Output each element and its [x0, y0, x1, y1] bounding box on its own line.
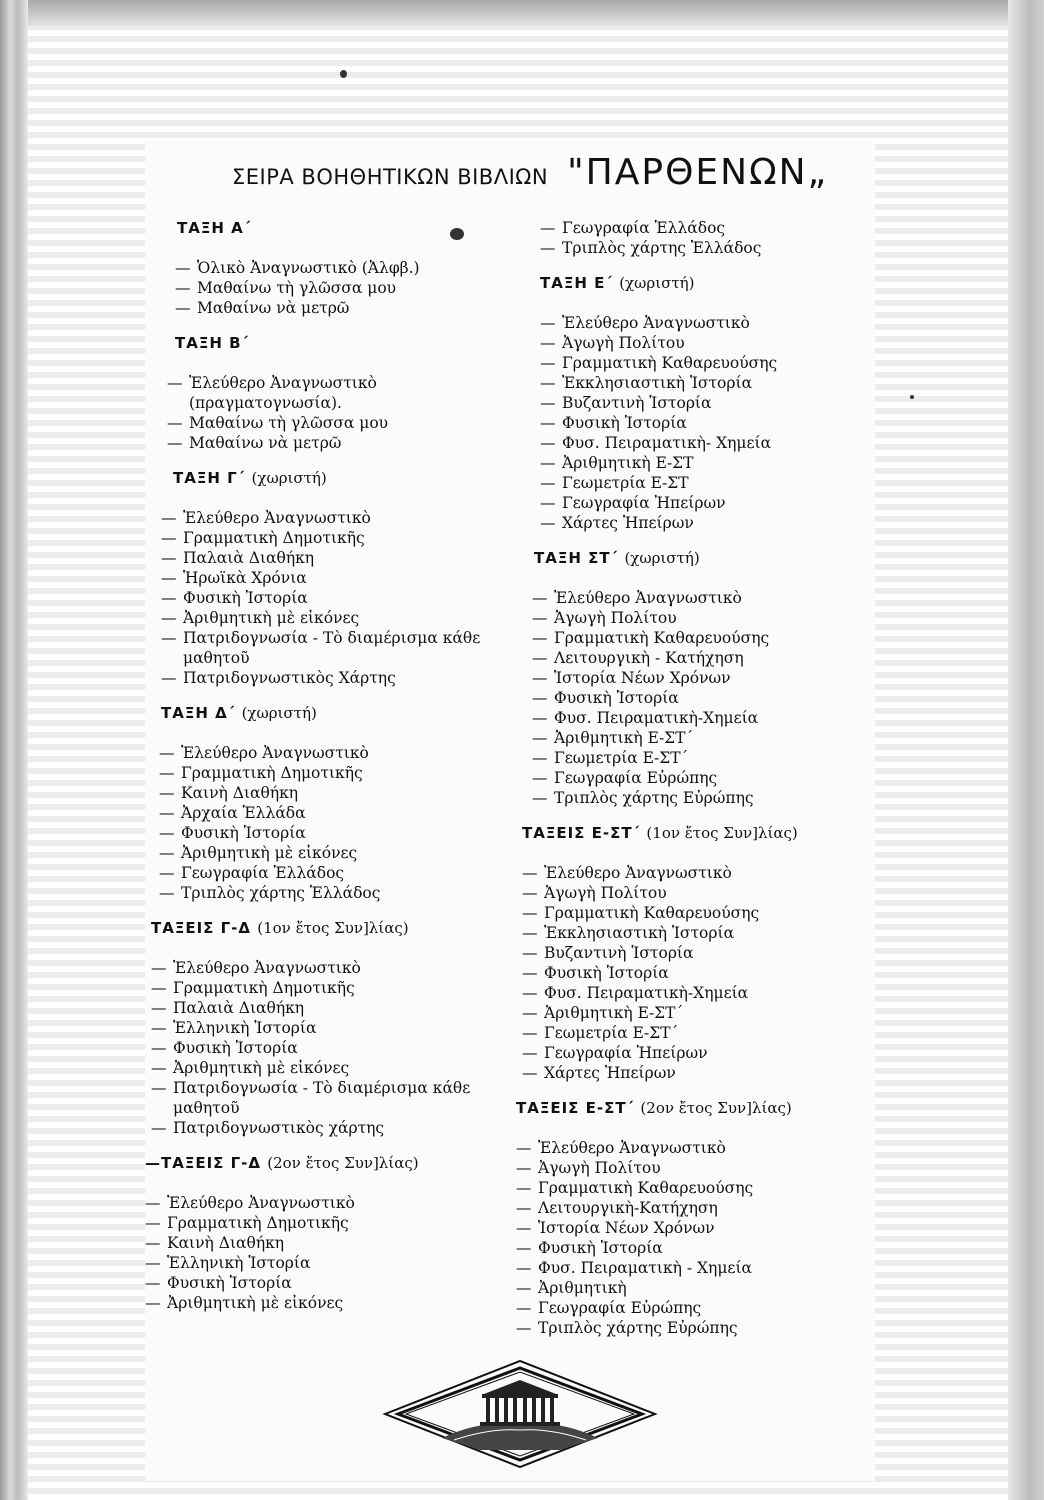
list-item: — Λειτουργικὴ - Κατήχηση	[532, 648, 870, 668]
section-heading	[161, 703, 515, 723]
list-item: — Ἀγωγὴ Πολίτου	[516, 1158, 870, 1178]
list-item: — Γραμματικὴ Καθαρευούσης	[522, 903, 870, 923]
list-item: — Τριπλὸς χάρτης Εὐρώπης	[532, 788, 870, 808]
page-right-edge	[1008, 0, 1044, 1500]
heading-note: (χωριστή)	[624, 549, 700, 567]
list-item: — Φυσικὴ Ἱστορία	[532, 688, 870, 708]
list-item: — Φυσικὴ Ἱστορία	[159, 823, 515, 843]
list-item: — Ἀριθμητικὴ μὲ εἰκόνες	[159, 843, 515, 863]
section-heading	[516, 1098, 870, 1118]
list-item: — Μαθαίνω τὴ γλῶσσα μου	[167, 413, 515, 433]
section-heading	[175, 333, 515, 353]
section-heading	[540, 273, 870, 293]
list-item: — Γραμματικὴ Καθαρευούσης	[540, 353, 870, 373]
list-item: — Ἀγωγὴ Πολίτου	[540, 333, 870, 353]
list-item: — Φυσ. Πειραματικὴ-Χημεία	[532, 708, 870, 728]
heading-text: ΤΑΞΗ ΣΤ΄	[534, 549, 619, 567]
list-item: — Ἑλληνικὴ Ἱστορία	[151, 1018, 515, 1038]
list-item: — Γραμματικὴ Καθαρευούσης	[532, 628, 870, 648]
heading-note: (1ον ἔτος Συν]λίας)	[646, 824, 798, 842]
section-taxi-a	[145, 218, 515, 318]
list-item: — Τριπλὸς χάρτης Ἑλλάδος	[159, 883, 515, 903]
section-taxeis-est-1	[510, 823, 870, 1083]
list-item: — Μαθαίνω νὰ μετρῶ	[175, 298, 515, 318]
list-item: — Ἐλεύθερο Ἀναγνωστικὸ	[522, 863, 870, 883]
book-list	[151, 958, 515, 1138]
section-heading	[151, 918, 515, 938]
list-item: — Ἐλεύθερο Ἀναγνωστικὸ	[540, 313, 870, 333]
list-item: — Φυσικὴ Ἱστορία	[522, 963, 870, 983]
book-list	[540, 218, 870, 258]
right-column	[510, 218, 870, 1353]
section-heading	[173, 468, 515, 488]
list-item: — Ἀριθμητικὴ Ε-ΣΤ	[540, 453, 870, 473]
list-item: — Ἀγωγὴ Πολίτου	[532, 608, 870, 628]
list-item: — Ἀριθμητικὴ	[516, 1278, 870, 1298]
series-title: ΣΕΙΡΑ ΒΟΗΘΗΤΙΚΩΝ ΒΙΒΛΙΩΝ	[232, 165, 549, 189]
list-item: — Γεωγραφία Ἑλλάδος	[159, 863, 515, 883]
list-item: — Ἱστορία Νέων Χρόνων	[532, 668, 870, 688]
list-item: — Ἀγωγὴ Πολίτου	[522, 883, 870, 903]
list-item: — Φυσικὴ Ἱστορία	[161, 588, 515, 608]
list-item: — Καινὴ Διαθήκη	[145, 1233, 515, 1253]
heading-text: ΤΑΞΗ Ε΄	[540, 274, 613, 292]
heading-text: ΤΑΞΗ Γ΄	[173, 469, 246, 487]
list-item: — Ἐκκλησιαστικὴ Ἱστορία	[540, 373, 870, 393]
list-item: — Ἐκκλησιαστικὴ Ἱστορία	[522, 923, 870, 943]
list-item: — Γεωμετρία Ε-ΣΤ΄	[522, 1023, 870, 1043]
page-spine-edge	[0, 0, 28, 1500]
section-taxi-st	[510, 548, 870, 808]
list-item: — Ἐλεύθερο Ἀναγνωστικὸ	[145, 1193, 515, 1213]
heading-note: (χωριστή)	[619, 274, 695, 292]
book-list	[159, 743, 515, 903]
list-item: — Χάρτες Ἠπείρων	[522, 1063, 870, 1083]
section-taxi-b	[145, 333, 515, 453]
page-title	[232, 152, 852, 202]
section-taxeis-gd-1	[145, 918, 515, 1138]
list-item: — Ἀριθμητικὴ μὲ εἰκόνες	[145, 1293, 515, 1313]
list-item: — Ἱστορία Νέων Χρόνων	[516, 1218, 870, 1238]
list-item: — Καινὴ Διαθήκη	[159, 783, 515, 803]
heading-text: ΤΑΞΕΙΣ Ε-ΣΤ΄	[516, 1099, 635, 1117]
section-heading	[177, 218, 515, 238]
heading-note: (χωριστή)	[251, 469, 327, 487]
list-item: — Γεωγραφία Ἑλλάδος	[540, 218, 870, 238]
list-item: — Ἐλεύθερο Ἀναγνωστικὸ	[161, 508, 515, 528]
heading-note: (χωριστή)	[241, 704, 317, 722]
heading-note: (2ον ἔτος Συν]λίας)	[640, 1099, 792, 1117]
section-taxi-e	[510, 273, 870, 533]
section-taxi-g	[145, 468, 515, 688]
book-list	[540, 313, 870, 533]
list-item: — Γεωμετρία Ε-ΣΤ΄	[532, 748, 870, 768]
list-item: — Ἐλεύθερο Ἀναγνωστικὸ	[159, 743, 515, 763]
list-item: — Ἑλληνικὴ Ἱστορία	[145, 1253, 515, 1273]
list-item: — Φυσικὴ Ἱστορία	[151, 1038, 515, 1058]
print-speck	[910, 395, 914, 399]
heading-text: —ΤΑΞΕΙΣ Γ-Δ	[145, 1154, 262, 1172]
book-list	[532, 588, 870, 808]
list-item: — Ἐλεύθερο Ἀναγνωστικὸ (πραγματογνωσία).	[167, 373, 515, 413]
list-item: — Ἡρωϊκὰ Χρόνια	[161, 568, 515, 588]
list-item: — Πατριδογνωστικὸς Χάρτης	[161, 668, 515, 688]
book-list	[175, 258, 515, 318]
section-taxi-d	[145, 703, 515, 903]
list-item: — Παλαιὰ Διαθήκη	[161, 548, 515, 568]
list-item: — Τριπλὸς χάρτης Εὐρώπης	[516, 1318, 870, 1338]
list-item: — Χάρτες Ἠπείρων	[540, 513, 870, 533]
section-heading	[145, 1153, 515, 1173]
list-item: — Βυζαντινὴ Ἱστορία	[540, 393, 870, 413]
heading-text: ΤΑΞΗ Β΄	[175, 334, 250, 352]
list-item: — Γραμματικὴ Δημοτικῆς	[161, 528, 515, 548]
list-item: — Γραμματικὴ Δημοτικῆς	[159, 763, 515, 783]
list-item: — Ἀριθμητικὴ Ε-ΣΤ΄	[532, 728, 870, 748]
list-item: — Φυσικὴ Ἱστορία	[145, 1273, 515, 1293]
heading-text: ΤΑΞΕΙΣ Ε-ΣΤ΄	[522, 824, 641, 842]
list-item: — Φυσ. Πειραματικὴ - Χημεία	[516, 1258, 870, 1278]
list-item: — Ἀριθμητικὴ μὲ εἰκόνες	[161, 608, 515, 628]
list-item: — Γραμματικὴ Δημοτικῆς	[151, 978, 515, 998]
parthenon-emblem-icon	[380, 1358, 660, 1470]
section-heading	[534, 548, 870, 568]
left-column	[145, 218, 515, 1328]
list-item: — Γεωμετρία Ε-ΣΤ	[540, 473, 870, 493]
list-item: — Ἐλεύθερο Ἀναγνωστικὸ	[151, 958, 515, 978]
book-list	[145, 1193, 515, 1313]
list-item: — Ὁλικὸ Ἀναγνωστικὸ (Ἀλφβ.)	[175, 258, 515, 278]
list-item: — Ἀρχαία Ἑλλάδα	[159, 803, 515, 823]
list-item: — Μαθαίνω τὴ γλῶσσα μου	[175, 278, 515, 298]
heading-text: ΤΑΞΗ Α΄	[177, 219, 252, 237]
continued-items	[510, 218, 870, 258]
list-item: — Γραμματικὴ Δημοτικῆς	[145, 1213, 515, 1233]
list-item: — Γεωγραφία Ἠπείρων	[540, 493, 870, 513]
heading-text: ΤΑΞΕΙΣ Γ-Δ	[151, 919, 252, 937]
list-item: — Βυζαντινὴ Ἱστορία	[522, 943, 870, 963]
list-item: — Τριπλὸς χάρτης Ἑλλάδος	[540, 238, 870, 258]
section-taxeis-est-2	[510, 1098, 870, 1338]
print-speck	[340, 70, 347, 78]
list-item: — Φυσ. Πειραματικὴ-Χημεία	[522, 983, 870, 1003]
section-taxeis-gd-2	[145, 1153, 515, 1313]
list-item: — Ἐλεύθερο Ἀναγνωστικὸ	[532, 588, 870, 608]
list-item: — Πατριδογνωστικὸς χάρτης	[151, 1118, 515, 1138]
heading-note: (1ον ἔτος Συν]λίας)	[257, 919, 409, 937]
list-item: — Μαθαίνω νὰ μετρῶ	[167, 433, 515, 453]
section-heading	[522, 823, 870, 843]
book-list	[167, 373, 515, 453]
heading-note: (2ον ἔτος Συν]λίας)	[267, 1154, 419, 1172]
list-item: — Γραμματικὴ Καθαρευούσης	[516, 1178, 870, 1198]
list-item: — Πατριδογνωσία - Τὸ διαμέρισμα κάθε μαθητοῦ	[151, 1078, 515, 1118]
list-item: — Φυσικὴ Ἱστορία	[516, 1238, 870, 1258]
list-item: — Γεωγραφία Εὐρώπης	[516, 1298, 870, 1318]
book-list	[522, 863, 870, 1083]
list-item: — Γεωγραφία Εὐρώπης	[532, 768, 870, 788]
list-item: — Φυσ. Πειραματικὴ- Χημεία	[540, 433, 870, 453]
list-item: — Λειτουργικὴ-Κατήχηση	[516, 1198, 870, 1218]
list-item: — Ἐλεύθερο Ἀναγνωστικὸ	[516, 1138, 870, 1158]
page-top-edge	[0, 0, 1044, 26]
list-item: — Παλαιὰ Διαθήκη	[151, 998, 515, 1018]
list-item: — Ἀριθμητικὴ μὲ εἰκόνες	[151, 1058, 515, 1078]
book-list	[161, 508, 515, 688]
book-list	[516, 1138, 870, 1338]
parthenon-emblem-svg	[380, 1358, 660, 1470]
list-item: — Φυσικὴ Ἱστορία	[540, 413, 870, 433]
list-item: — Πατριδογνωσία - Τὸ διαμέρισμα κάθε μαθητοῦ	[161, 628, 515, 668]
brand-title: "ΠΑΡΘΕΝΩΝ„	[567, 152, 829, 193]
list-item: — Γεωγραφία Ἠπείρων	[522, 1043, 870, 1063]
heading-text: ΤΑΞΗ Δ΄	[161, 704, 236, 722]
list-item: — Ἀριθμητικὴ Ε-ΣΤ΄	[522, 1003, 870, 1023]
